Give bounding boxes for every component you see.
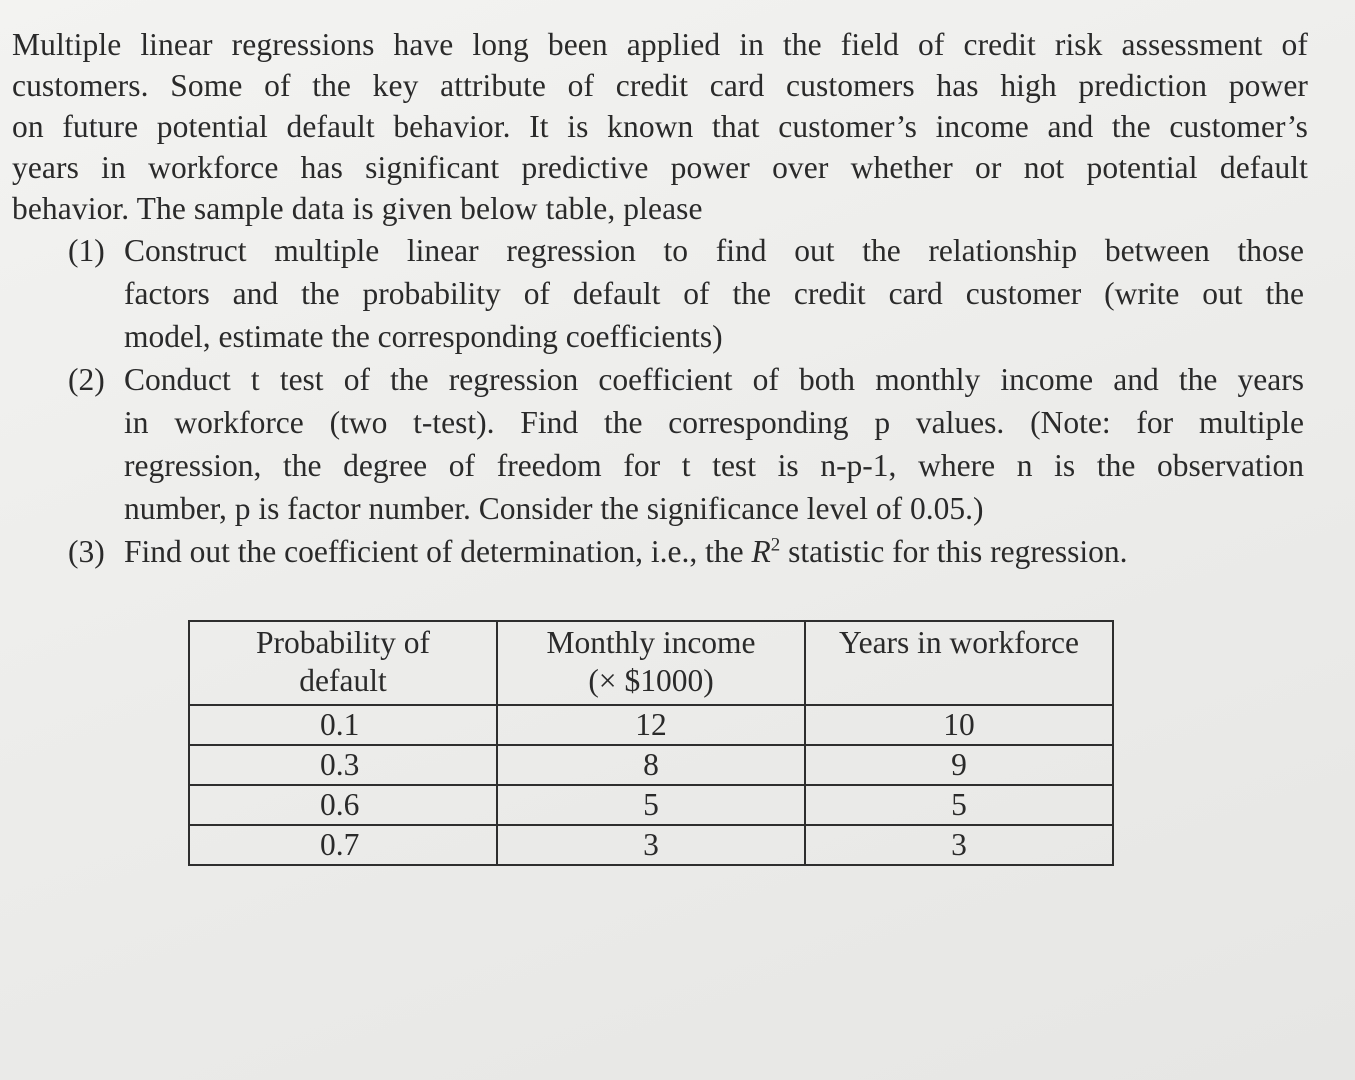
question-body: [124, 358, 1304, 530]
cell-years: 5: [805, 785, 1113, 825]
header-line: Years in workforce: [839, 625, 1079, 660]
question-number: (2): [68, 362, 105, 397]
header-years-workforce: [805, 621, 1113, 705]
question-number: (1): [68, 233, 105, 268]
cell-probability: 0.1: [189, 705, 497, 745]
intro-line: behavior. The sample data is given below table, please: [12, 191, 703, 226]
header-line: Probability of: [255, 625, 431, 660]
question-body: [124, 229, 1304, 358]
data-table-wrapper: [188, 620, 1114, 866]
header-probability: [189, 621, 497, 705]
table-row: [189, 705, 1113, 745]
intro-line: Multiple linear regressions have long been applied in the field of credit risk assessment of: [12, 27, 1308, 62]
intro-line: years in workforce has significant predictive power over whether or not potential default: [12, 150, 1308, 185]
table-row: [189, 785, 1113, 825]
question-number: (3): [68, 534, 105, 569]
intro-line: customers. Some of the key attribute of credit card customers has high prediction power: [12, 68, 1308, 103]
r-superscript: 2: [770, 534, 781, 556]
r-symbol: R: [751, 534, 771, 569]
cell-years: 10: [805, 705, 1113, 745]
question-line: in workforce (two t-test). Find the corresponding p values. (Note: for multiple: [124, 405, 1304, 440]
question-line: Conduct t test of the regression coefficient of both monthly income and the years: [124, 362, 1304, 397]
question-line: [124, 530, 1304, 573]
document-page: [12, 24, 1312, 573]
cell-years: 3: [805, 825, 1113, 865]
question-line: number, p is factor number. Consider the significance level of 0.05.): [124, 491, 984, 526]
question-line: factors and the probability of default of the credit card customer (write out the: [124, 276, 1304, 311]
table-header-row: [189, 621, 1113, 705]
cell-probability: 0.6: [189, 785, 497, 825]
table-row: [189, 745, 1113, 785]
question-line: model, estimate the corresponding coefficients): [124, 319, 723, 354]
header-line: default: [299, 663, 387, 698]
question-2: [12, 358, 1312, 530]
cell-income: 5: [497, 785, 805, 825]
question-list: [12, 229, 1312, 573]
question-3: [12, 530, 1312, 573]
cell-income: 8: [497, 745, 805, 785]
table-row: [189, 825, 1113, 865]
intro-paragraph: [12, 24, 1308, 229]
cell-years: 9: [805, 745, 1113, 785]
question-line: regression, the degree of freedom for t test is n-p-1, where n is the observation: [124, 448, 1304, 483]
cell-income: 3: [497, 825, 805, 865]
cell-probability: 0.7: [189, 825, 497, 865]
question-line: Construct multiple linear regression to find out the relationship between those: [124, 233, 1304, 268]
header-line: Monthly income: [546, 625, 756, 660]
header-monthly-income: [497, 621, 805, 705]
cell-income: 12: [497, 705, 805, 745]
question-text-before: Find out the coefficient of determination, i.e., the: [124, 534, 752, 569]
header-line: (× $1000): [588, 663, 714, 698]
data-table: [188, 620, 1114, 866]
question-text-after: statistic for this regression.: [780, 534, 1128, 569]
question-body: [124, 530, 1304, 573]
cell-probability: 0.3: [189, 745, 497, 785]
intro-line: on future potential default behavior. It is known that customer’s income and the customer’s: [12, 109, 1308, 144]
question-1: [12, 229, 1312, 358]
